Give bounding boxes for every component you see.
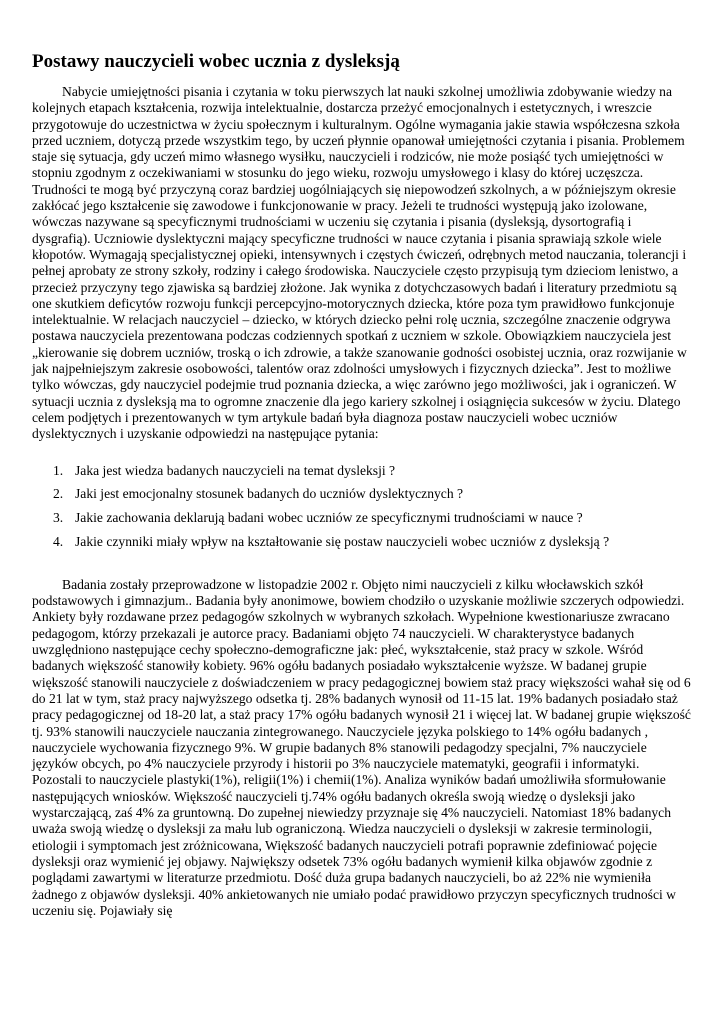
research-paragraph: Badania zostały przeprowadzone w listopadzie 2002 r. Objęto nimi nauczycieli z kilku włocławskich szkół podstawowych i gimnazjum.. Badania były anonimowe, bowiem chodziło o uzyskanie możliwie szczerych odpowiedzi. Ankiety były rozdawane przez pedagogów szkolnych w wybranych szkołach. Wypełnione kwestionariusze zwracano pedagogom, którzy przekazali je autorce pracy. Badaniami objęto 74 nauczycieli. W charakterystyce badanych uwzględniono następujące cechy społeczno-demograficzne jak: płeć, wykształcenie, staż pracy w szkole. Wśród badanych większość stanowiły kobiety. 96% ogółu badanych posiadało wykształcenie wyższe. W badanej grupie większość stanowili nauczyciele z doświadczeniem w pracy pedagogicznej bowiem staż pracy większości wahał się od 6 do 21 lat w tym, staż pracy najwyższego odsetka tj. 28% badanych wynosił od 11-15 lat. 19% badanych posiadało staż pracy pedagogicznej od 18-20 lat, a staż pracy 17% ogółu badanych wynosił 21 i więcej lat. W badanej grupie większość tj. 93% stanowili nauczyciele nauczania zintegrowanego. Nauczyciele języka polskiego to 14% ogółu badanych , nauczyciele wychowania fizycznego 9%. W grupie badanych 8% stanowili pedagodzy specjalni, 7% nauczyciele języków obcych, po 4% nauczyciele przyrody i historii po 3% nauczyciele matematyki, geografii i informatyki. Pozostali to nauczyciele plastyki(1%), religii(1%) i chemii(1%). Analiza wyników badań umożliwiła sformułowanie następujących wniosków. Większość nauczycieli tj.74% ogółu badanych określa swoją wiedzę o dysleksji jako wystarczającą, zaś 4% za gruntowną. Do zupełnej niewiedzy przyznaje się 4% nauczycieli. Natomiast 18% badanych uważa swoją wiedzę o dysleksji za mału lub ograniczoną. Wiedza nauczycieli o dysleksji w zakresie terminologii, etiologii i symptomach jest zróżnicowana, Większość badanych nauczycieli potrafi poprawnie zdefiniować pojęcie dysleksji oraz wymienić jej objawy. Największy odsetek 73% ogółu badanych wymienił kilka objawów zgodnie z poglądami zawartymi w literaturze przedmiotu. Dość duża grupa badanych nauczycieli, bo aż 22% nie wymieniła żadnego z objawów dysleksji. 40% ankietowanych nie umiało podać prawidłowo przyczyn specyficznych trudności w uczeniu się. Pojawiały się [32,576,691,918]
list-item-number: 3. [53,509,64,525]
list-item-text: Jakie zachowania deklarują badani wobec uczniów ze specyficznymi trudnościami w nauce ? [75,509,583,525]
document-page [32,50,692,919]
list-item [32,486,692,502]
list-item-text: Jakie czynniki miały wpływ na kształtowanie się postaw nauczycieli wobec uczniów z dysleksją ? [75,533,610,549]
list-item [32,510,692,526]
list-item-text: Jaki jest emocjonalny stosunek badanych do uczniów dyslektycznych ? [75,486,464,502]
list-item-number: 1. [53,462,64,478]
list-item [32,463,692,479]
document-title: Postawy nauczycieli wobec ucznia z dysleksją [32,51,400,72]
list-item-number: 2. [53,486,64,502]
research-questions-list [32,463,692,550]
list-item [32,534,692,550]
list-item-number: 4. [53,533,64,549]
list-item-text: Jaka jest wiedza badanych nauczycieli na temat dysleksji ? [75,462,396,478]
intro-paragraph: Nabycie umiejętności pisania i czytania w toku pierwszych lat nauki szkolnej umożliwia zdobywanie wiedzy na kolejnych etapach kształcenia, rozwija intelektualnie, dostarcza przeżyć emocjonalnych i estetycznych, i wreszcie przygotowuje do uczestnictwa w życiu społecznym i kulturalnym. Ogólne wymagania jakie stawia współczesna szkoła przed uczniem, dotyczą przede wszystkim tego, by uczeń płynnie opanował umiejętności czytania i pisania. Problemem staje się sytuacja, gdy uczeń mimo własnego wysiłku, nauczycieli i rodziców, nie może posiąść tych umiejętności w stopniu zgodnym z oczekiwaniami w stosunku do jego wieku, rozwoju umysłowego i klasy do której uczęszcza. Trudności te mogą być przyczyną coraz bardziej uogólniających się niepowodzeń szkolnych, a w późniejszym okresie zakłócać jego kształcenie się zawodowe i funkcjonowanie w pracy. Jeżeli te trudności występują jako izolowane, wówczas nazywane są specyficznymi trudnościami w uczeniu się czytania i pisania (dysleksją, dysortografią i dysgrafią). Uczniowie dyslektyczni mający specyficzne trudności w nauce czytania i pisania sprawiają szkole wiele kłopotów. Wymagają specjalistycznej opieki, intensywnych i częstych ćwiczeń, odrębnych metod nauczania, tolerancji i pełnej aprobaty ze strony szkoły, rodziny i całego środowiska. Nauczyciele często przypisują tym dzieciom lenistwo, a przecież przyczyny tego zjawiska są bardziej złożone. Jak wynika z dotychczasowych badań i literatury przedmiotu są one skutkiem deficytów rozwoju funkcji percepcyjno-motorycznych dziecka, które poza tym prawidłowo funkcjonuje intelektualnie. W relacjach nauczyciel – dziecko, w których dziecko pełni rolę ucznia, szczególne znaczenie odgrywa postawa nauczyciela prezentowana podczas codziennych spotkań z uczniem w szkole. Obowiązkiem nauczyciela jest „kierowanie się dobrem uczniów, troską o ich zdrowie, a także szanowanie godności osobistej ucznia, oraz rozwijanie w jak najpełniejszym zakresie osobowości, talentów oraz zdolności umysłowych i fizycznych dziecka”. Jest to możliwe tylko wówczas, gdy nauczyciel podejmie trud poznania dziecka, a więc zarówno jego możliwości, jak i ograniczeń. W sytuacji ucznia z dysleksją ma to ogromne znaczenie dla jego kariery szkolnej i osiągnięcia sukcesów w życiu. Dlatego celem podjętych i prezentowanych w tym artykule badań była diagnoza postaw nauczycieli wobec uczniów dyslektycznych i uzyskanie odpowiedzi na następujące pytania: [32,84,687,442]
